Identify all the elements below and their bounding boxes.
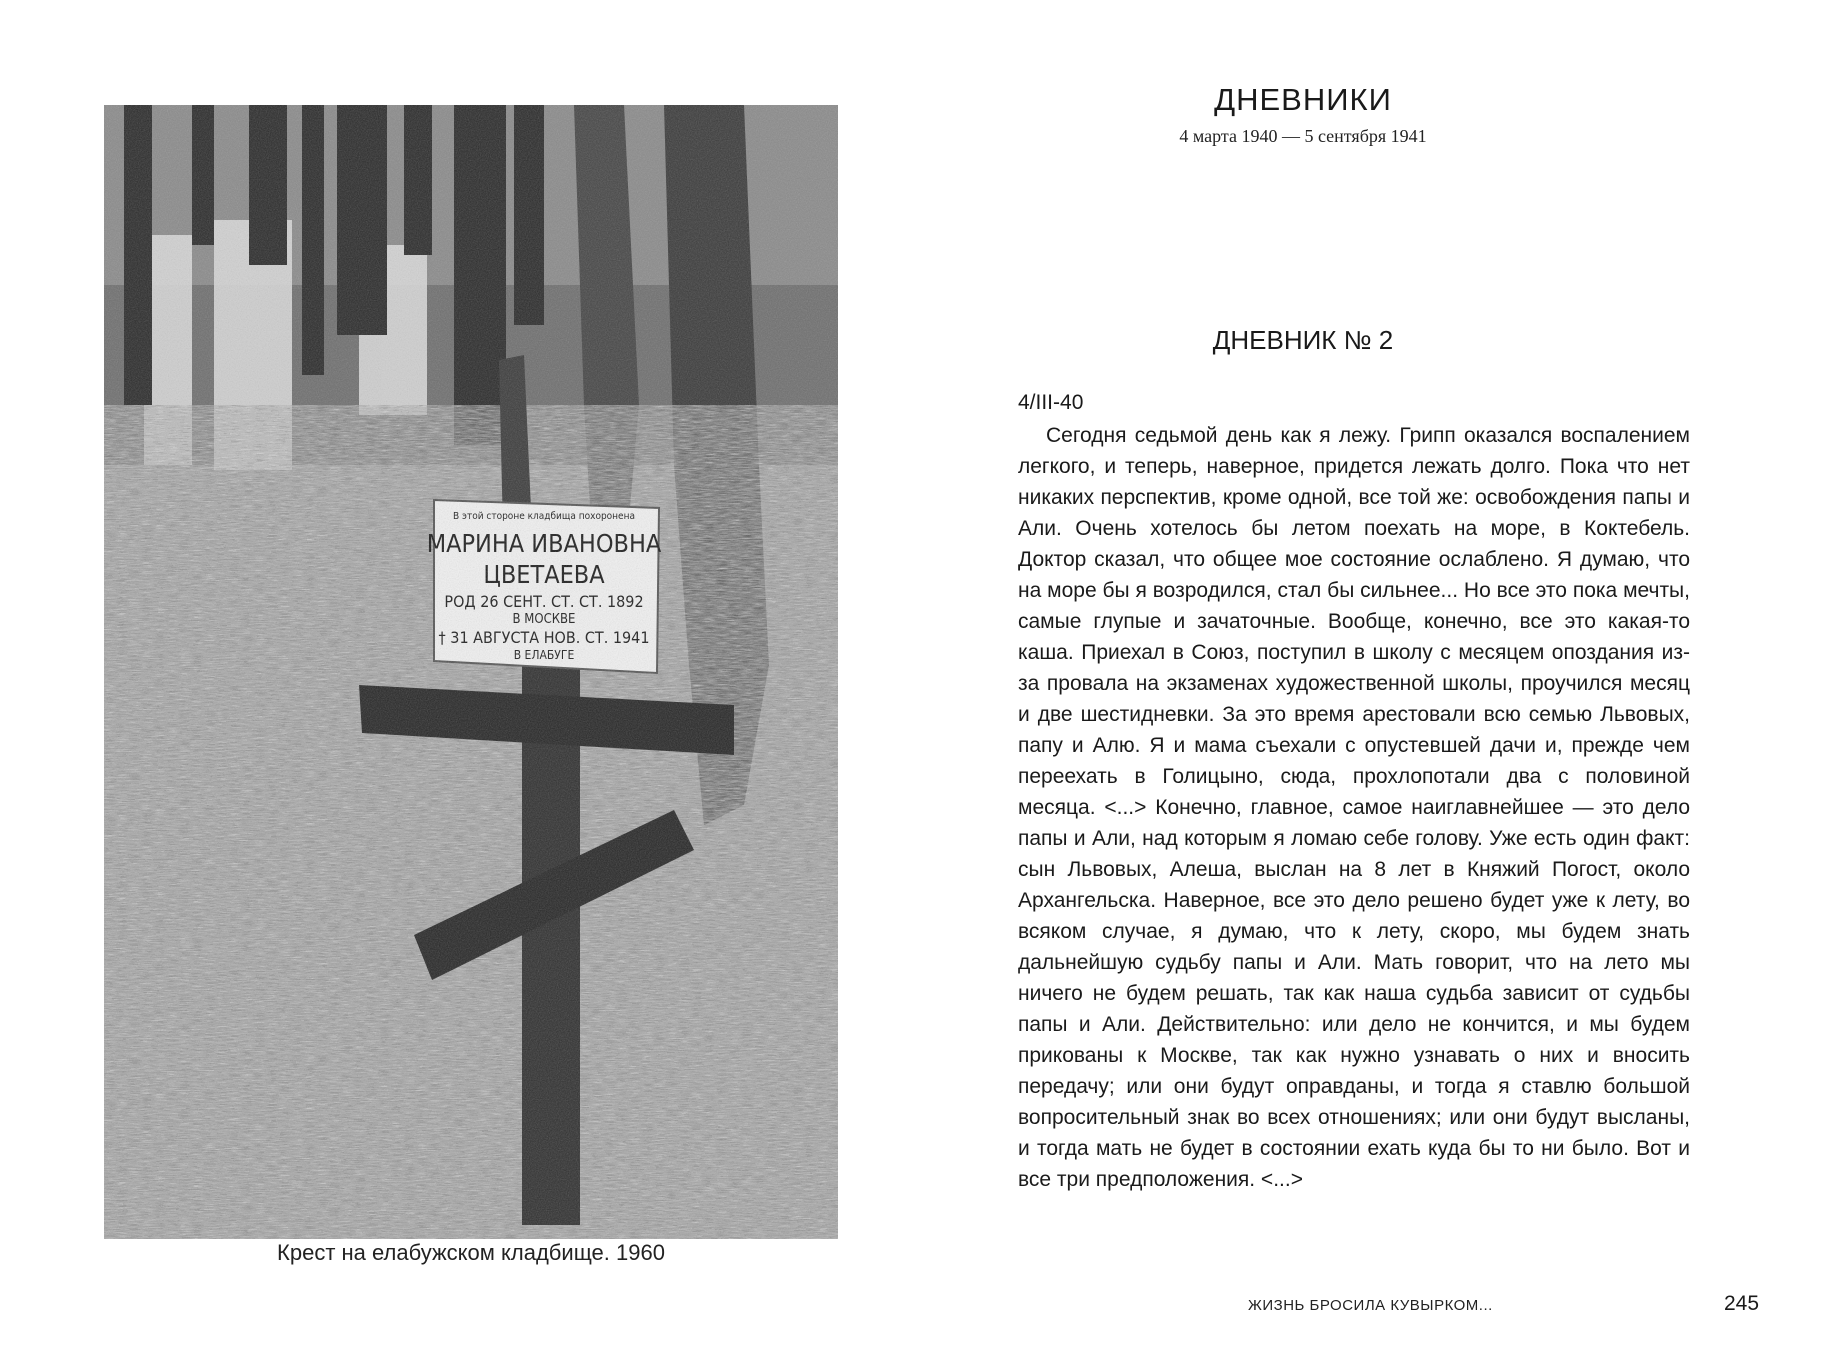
date-range: 4 марта 1940 — 5 сентября 1941 (1179, 126, 1427, 146)
entry-date: 4/III-40 (1018, 391, 1084, 414)
page-number: 245 (1724, 1292, 1760, 1315)
section-title: ДНЕВНИКИ (1214, 82, 1392, 117)
entry-body (1018, 420, 1690, 1195)
photo-caption: Крест на елабужском кладбище. 1960 (277, 1240, 665, 1265)
diary-title: ДНЕВНИК № 2 (1212, 325, 1394, 355)
right-page (918, 0, 1836, 1368)
photo-image (104, 105, 838, 1239)
entry-paragraph: Сегодня седьмой день как я лежу. Грипп оказался воспалением легкого, и теперь, наверное, придется лежать долго. Пока что нет никаких перспектив, кроме одной, все той же: освобождения папы и Али. Очень хотелось бы летом поехать на море, в Коктебель. Доктор сказал, что общее мое состояние ослаблено. Я думаю, что на море бы я возродился, стал бы сильнее... Но все это пока мечты, самые глупые и зачаточные. Вообще, конечно, все это какая-то каша. Приехал в Союз, поступил в школу с месяцем опоздания из-за провала на экзаменах художественной школы, проучился месяц и две шестидневки. За это время арестовали всю семью Львовых, папу и Алю. Я и мама съехали с опустевшей дачи и, прежде чем переехать в Голицыно, сюда, прохлопотали два с половиной месяца. <...> Конечно, главное, самое наиглавнейшее — это дело папы и Али, над которым я ломаю себе голову. Уже есть один факт: сын Львовых, Алеша, выслан на 8 лет в Княжий Погост, около Архангельска. Наверное, все это дело решено будет уже к лету, во всяком случае, я думаю, что к лету, скоро, мы будем знать дальнейшую судьбу папы и Али. Мать говорит, что на лето мы ничего не будем решать, так как наша судьба зависит от судьбы папы и Али. Действительно: или дело не кончится, и мы будем прикованы к Москве, так как нужно узнавать о них и вносить передачу; или они будут оправданы, и тогда я ставлю большой вопросительный знак во всех отношениях; или они будут высланы, и тогда мать не будет в состоянии ехать куда бы то ни было. Вот и все три предположения. <...> (1018, 424, 1690, 1191)
running-head: ЖИЗНЬ БРОСИЛА КУВЫРКОМ... (1248, 1297, 1493, 1314)
cemetery-cross-photo (104, 105, 838, 1239)
